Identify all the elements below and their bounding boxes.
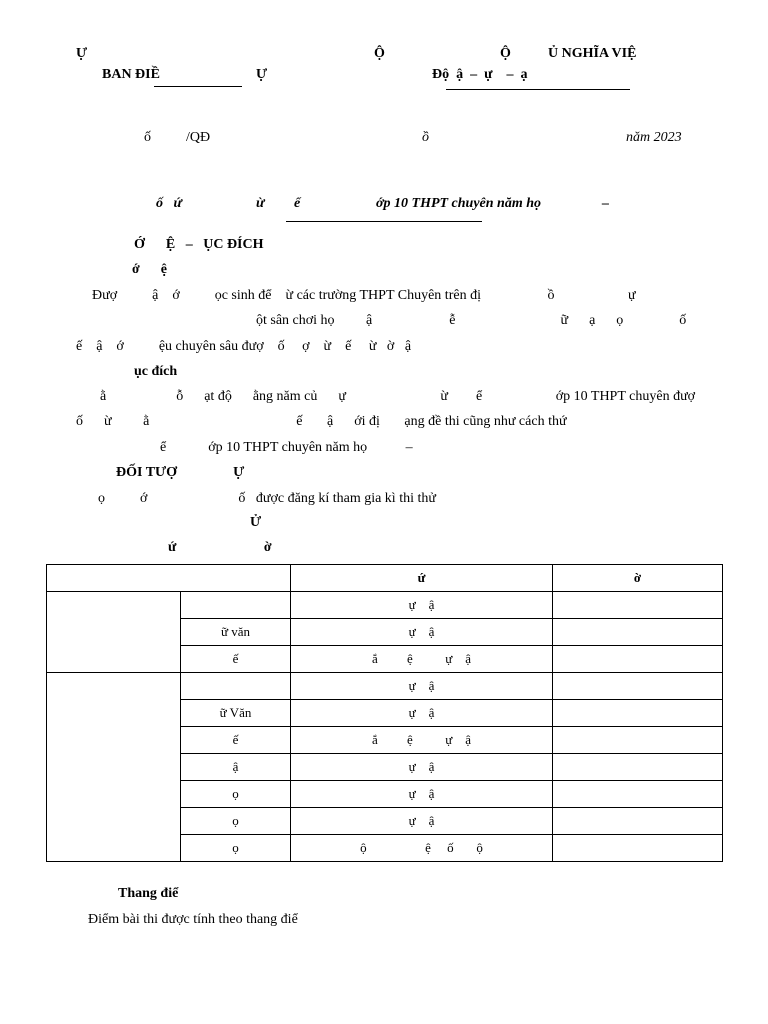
form-cell: ự ậ — [291, 808, 553, 835]
subject-cell: ọ — [181, 835, 291, 862]
national-title-part2: Ộ — [500, 46, 511, 61]
table-row — [47, 673, 723, 700]
agency-name-suffix: Ự — [256, 67, 268, 82]
section1-heading: Ớ Ệ – ỤC ĐÍCH — [134, 237, 264, 252]
subject-cell: ọ — [181, 781, 291, 808]
scale-heading: Thang điể — [118, 886, 179, 901]
section1-body1-line2: ột sân chơi họ ậ ễ ữ ạ ọ ố — [256, 313, 687, 328]
time-cell — [553, 646, 723, 673]
section1-sub1: ớ ệ — [132, 262, 167, 277]
section2-heading: ĐỐI TƯỢ Ự — [116, 465, 245, 480]
table-header-cell — [47, 565, 291, 592]
national-motto: Độ ậ – ự – ạ — [432, 67, 528, 82]
table-header-row — [47, 565, 723, 592]
form-cell: ự ậ — [291, 592, 553, 619]
group-cell — [47, 673, 181, 862]
scale-body: Điểm bài thi được tính theo thang điể — [88, 912, 298, 927]
time-cell — [553, 754, 723, 781]
section3-sub: ứ ờ — [168, 540, 272, 555]
subject-part5: – — [602, 196, 609, 211]
form-cell: ự ậ — [291, 754, 553, 781]
time-cell — [553, 673, 723, 700]
subject-cell: ọ — [181, 808, 291, 835]
national-title-part1: Ộ — [374, 46, 385, 61]
decision-date: năm 2023 — [626, 130, 682, 145]
form-cell: ắ ệ ự ậ — [291, 727, 553, 754]
section1-body2-line3: ể ớp 10 THPT chuyên năm họ – — [160, 440, 413, 455]
subject-cell: ế — [181, 646, 291, 673]
decision-place: ồ — [422, 130, 429, 145]
national-title-part3: Ủ NGHĨA VIỆ — [548, 46, 637, 61]
section2-body: ọ ớ ố được đăng kí tham gia kì thi thử — [98, 491, 436, 506]
subject-cell: ậ — [181, 754, 291, 781]
table-header-cell: ờ — [553, 565, 723, 592]
time-cell — [553, 835, 723, 862]
table-row — [47, 592, 723, 619]
subject-part2: ừ — [256, 196, 265, 211]
section1-body1-line1: Đượ ậ ớ ọc sinh để ừ các trường THPT Chuyên trên đị ồ ự — [92, 288, 636, 303]
table-header-cell: ứ — [291, 565, 553, 592]
subject-underline — [286, 221, 482, 222]
form-cell: ự ậ — [291, 700, 553, 727]
subject-cell — [181, 592, 291, 619]
decision-number: ố /QĐ — [144, 130, 211, 145]
motto-underline — [446, 89, 630, 90]
form-cell: ộ ệ ố ộ — [291, 835, 553, 862]
subject-cell: ế — [181, 727, 291, 754]
section3-heading: Ử — [250, 515, 262, 530]
section1-body1-line3: ế ậ ớ ệu chuyên sâu đượ ố ợ ừ ế ừ ờ ậ — [76, 339, 412, 354]
form-cell: ự ậ — [291, 781, 553, 808]
time-cell — [553, 808, 723, 835]
form-cell: ắ ệ ự ậ — [291, 646, 553, 673]
group-cell — [47, 592, 181, 673]
subject-part1: ố ứ — [156, 196, 182, 211]
time-cell — [553, 700, 723, 727]
agency-underline — [154, 86, 242, 87]
section1-sub2: ục đích — [134, 364, 178, 379]
subject-cell: ữ Văn — [181, 700, 291, 727]
agency-name-line1: Ự — [76, 46, 88, 61]
section1-body2-line2: ố ừ ằ ế ậ ới đị ạng đề thi cũng như cách thứ — [76, 414, 567, 429]
form-cell: ự ậ — [291, 619, 553, 646]
time-cell — [553, 592, 723, 619]
form-cell: ự ậ — [291, 673, 553, 700]
time-cell — [553, 781, 723, 808]
agency-name-line2: BAN ĐIỀ — [102, 67, 160, 82]
subject-cell: ữ văn — [181, 619, 291, 646]
section1-body2-line1: ằ ỗ ạt độ ằng năm củ ự ừ ể ớp 10 THPT chuyên đượ — [100, 389, 696, 404]
schedule-table — [46, 564, 723, 862]
subject-part3: ể — [294, 196, 301, 211]
time-cell — [553, 619, 723, 646]
time-cell — [553, 727, 723, 754]
subject-cell — [181, 673, 291, 700]
subject-part4: ớp 10 THPT chuyên năm họ — [376, 196, 542, 211]
